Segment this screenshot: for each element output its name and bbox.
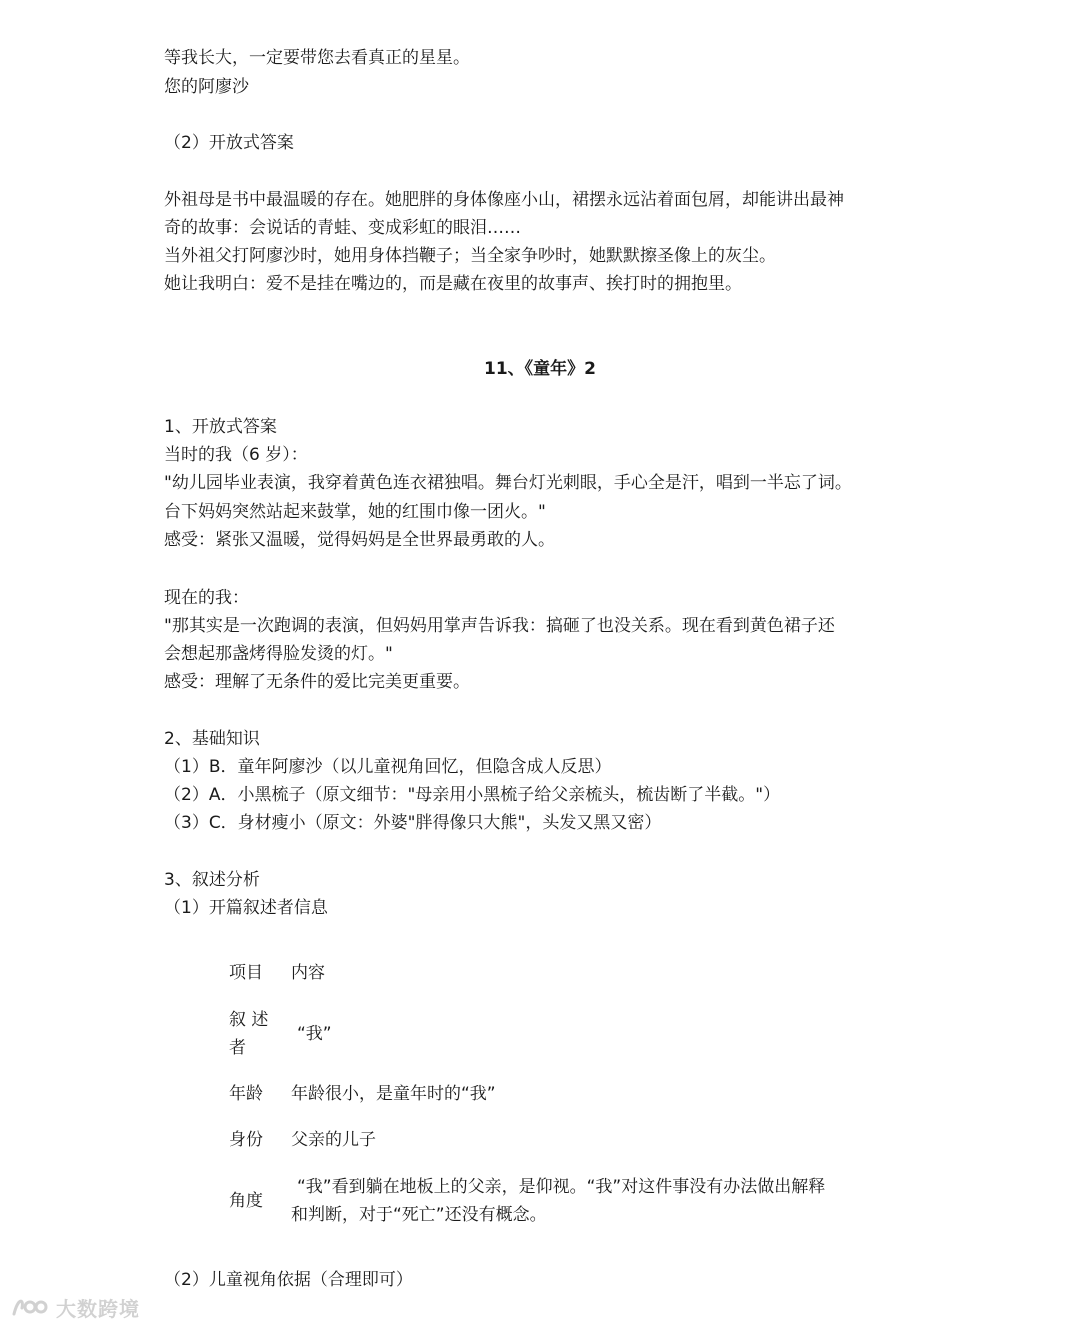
now-label: 现在的我： xyxy=(164,588,249,608)
basic-item-2: （2）A．小黑梳子（原文细节："母亲用小黑梳子给父亲梳头，梳齿断了半截。"） xyxy=(164,785,781,805)
part3-heading: 3、叙述分析 xyxy=(164,870,260,890)
table-row-value: “我” xyxy=(297,1024,332,1044)
now-quote-a: "那其实是一次跑调的表演，但妈妈用掌声告诉我：搞砸了也没关系。现在看到黄色裙子还 xyxy=(164,616,835,636)
table-row-value: 年龄很小，是童年时的“我” xyxy=(291,1084,496,1104)
paragraph-grandmother-2: 当外祖父打阿廖沙时，她用身体挡鞭子；当全家争吵时，她默默擦圣像上的灰尘。 xyxy=(164,246,776,266)
now-quote-b: 会想起那盏烤得脸发烫的灯。" xyxy=(164,644,393,664)
basic-item-3: （3）C．身材瘦小（原文：外婆"胖得像只大熊"，头发又黑又密） xyxy=(164,813,662,833)
paragraph-grandmother-3: 她让我明白：爱不是挂在嘴边的，而是藏在夜里的故事声、挨打时的拥抱里。 xyxy=(164,274,742,294)
section-title: 11、《童年》2 xyxy=(484,359,596,379)
table-header-content: 内容 xyxy=(291,963,325,983)
logo-icon xyxy=(10,1294,50,1320)
part3-sub1: （1）开篇叙述者信息 xyxy=(164,898,328,918)
letter-signature: 您的阿廖沙 xyxy=(164,77,249,97)
then-quote-a: "幼儿园毕业表演，我穿着黄色连衣裙独唱。舞台灯光刺眼，手心全是汗，唱到一半忘了词。 xyxy=(164,473,852,493)
table-header-item: 项目 xyxy=(229,963,263,983)
then-feeling: 感受：紧张又温暖，觉得妈妈是全世界最勇敢的人。 xyxy=(164,530,555,550)
table-row-key: 叙 述 xyxy=(229,1010,269,1030)
then-quote-b: 台下妈妈突然站起来鼓掌，她的红围巾像一团火。" xyxy=(164,502,546,522)
then-label: 当时的我（6 岁）： xyxy=(164,445,308,465)
letter-line-1: 等我长大，一定要带您去看真正的星星。 xyxy=(164,48,470,68)
watermark-text: 大数跨境 xyxy=(56,1296,140,1321)
table-row-value: “我”看到躺在地板上的父亲，是仰视。“我”对这件事没有办法做出解释 xyxy=(297,1177,826,1197)
basic-item-1: （1）B．童年阿廖沙（以儿童视角回忆，但隐含成人反思） xyxy=(164,757,612,777)
table-row-value: 父亲的儿子 xyxy=(291,1130,376,1150)
now-feeling: 感受：理解了无条件的爱比完美更重要。 xyxy=(164,672,470,692)
table-row-key: 年龄 xyxy=(229,1084,263,1104)
part3-sub2: （2）儿童视角依据（合理即可） xyxy=(164,1270,413,1290)
table-row-value-cont: 和判断，对于“死亡”还没有概念。 xyxy=(291,1205,547,1225)
table-row-key: 身份 xyxy=(229,1130,263,1150)
open-answer-label: （2）开放式答案 xyxy=(164,133,294,153)
table-row-key: 角度 xyxy=(229,1191,263,1211)
table-row-key-cont: 者 xyxy=(229,1038,246,1058)
part1-heading: 1、开放式答案 xyxy=(164,417,277,437)
paragraph-grandmother-1a: 外祖母是书中最温暖的存在。她肥胖的身体像座小山，裙摆永远沾着面包屑，却能讲出最神 xyxy=(164,190,844,210)
watermark xyxy=(10,1292,140,1322)
paragraph-grandmother-1b: 奇的故事：会说话的青蛙、变成彩虹的眼泪…… xyxy=(164,218,521,238)
part2-heading: 2、基础知识 xyxy=(164,729,260,749)
